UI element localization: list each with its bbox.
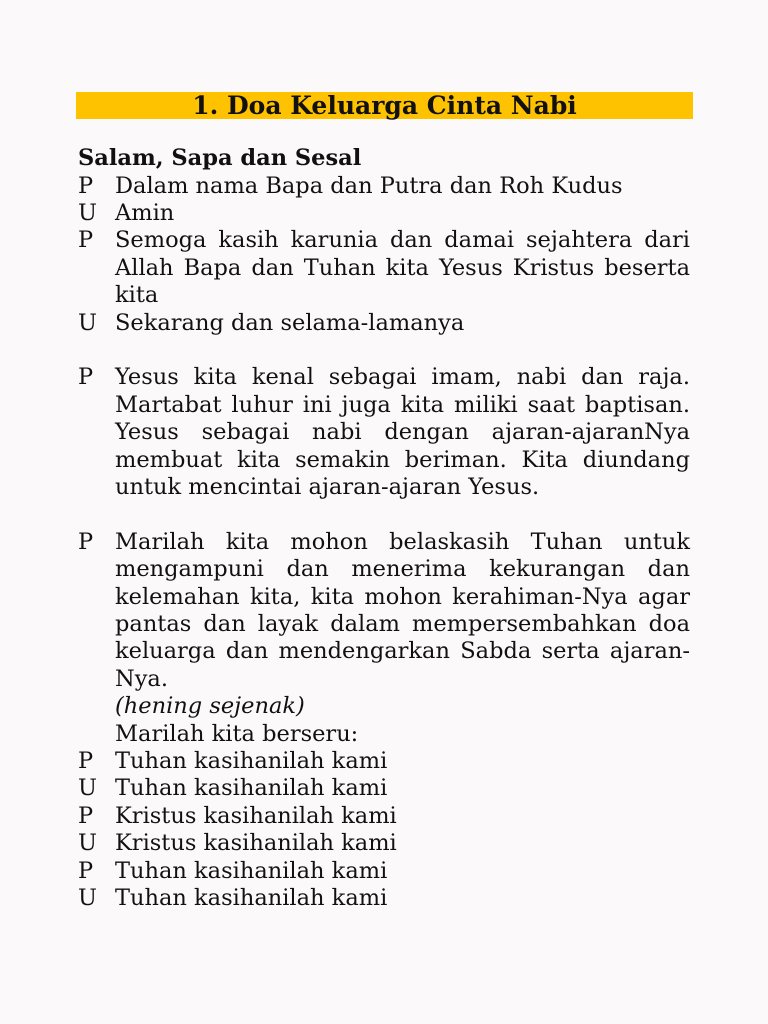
liturgy-line (78, 775, 690, 802)
section-heading: Salam, Sapa dan Sesal (78, 145, 362, 171)
liturgy-line (78, 748, 690, 775)
liturgy-line (78, 693, 690, 720)
liturgy-line (78, 227, 690, 309)
line-text: Marilah kita mohon belaskasih Tuhan untuk mengampuni dan menerima kekurangan dan kelemahan kita, kita mohon kerahiman-Nya agar pantas dan layak dalam mempersembahkan doa keluarga dan mendengarkan Sabda serta ajaran-Nya. (115, 528, 690, 692)
speaker-label: P (78, 227, 94, 254)
line-text: Tuhan kasihanilah kami (115, 857, 388, 884)
line-text: Marilah kita berseru: (115, 720, 359, 747)
speaker-label: U (78, 199, 97, 226)
liturgy-line (78, 803, 690, 830)
liturgy-line (78, 885, 690, 912)
liturgy-line (78, 721, 690, 748)
liturgy-line (78, 830, 690, 857)
speaker-label (78, 693, 115, 720)
liturgy-line (78, 858, 690, 885)
line-text: Yesus kita kenal sebagai imam, nabi dan raja. Martabat luhur ini juga kita miliki saat baptisan. Yesus sebagai nabi dengan ajaran-ajaranNya membuat kita semakin beriman. Kita diundang untuk mencintai ajaran-ajaran Yesus. (115, 364, 690, 500)
rubric-text: (hening sejenak) (115, 693, 305, 720)
speaker-label: P (78, 172, 94, 199)
speaker-label: P (78, 802, 94, 829)
line-text: Kristus kasihanilah kami (115, 802, 397, 829)
liturgy-line (78, 200, 690, 227)
speaker-label: U (78, 309, 97, 336)
line-text: Dalam nama Bapa dan Putra dan Roh Kudus (115, 172, 623, 199)
line-text: Kristus kasihanilah kami (115, 830, 397, 857)
line-text: Amin (115, 199, 175, 226)
liturgy-line (78, 529, 690, 693)
speaker-label: P (78, 528, 94, 555)
liturgy-text (78, 145, 690, 912)
speaker-label: P (78, 364, 94, 391)
liturgy-line (78, 173, 690, 200)
line-text: Sekarang dan selama-lamanya (115, 309, 465, 336)
paragraph-gap (78, 337, 690, 364)
line-text: Tuhan kasihanilah kami (115, 775, 388, 802)
page-title: 1. Doa Keluarga Cinta Nabi (76, 92, 693, 119)
line-text: Tuhan kasihanilah kami (115, 885, 388, 912)
liturgy-line (78, 364, 690, 501)
speaker-label: P (78, 857, 94, 884)
liturgy-line (78, 310, 690, 337)
speaker-label: P (78, 748, 94, 774)
speaker-label (78, 721, 115, 748)
paragraph-gap (78, 501, 690, 528)
speaker-label: U (78, 830, 97, 857)
line-text: Tuhan kasihanilah kami (115, 748, 388, 774)
line-text: Semoga kasih karunia dan damai sejahtera dari Allah Bapa dan Tuhan kita Yesus Kristus beserta kita (115, 227, 690, 309)
speaker-label: U (78, 775, 97, 802)
speaker-label: U (78, 885, 97, 912)
